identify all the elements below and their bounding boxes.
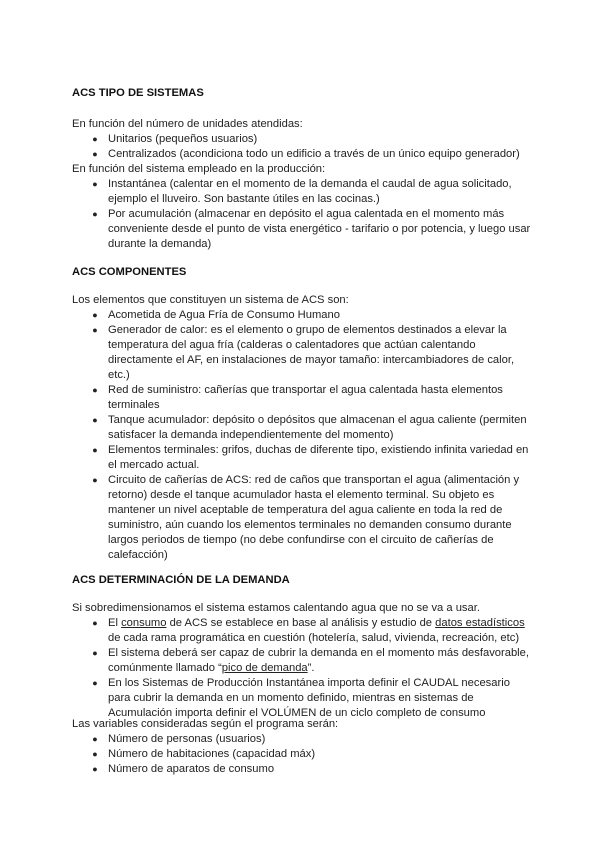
bullet-icon: ● <box>92 310 98 320</box>
list-item: ● El consumo de ACS se establece en base al análisis y estudio de datos estadísticos de cada rama programática en cuestión (hotelería, salud, vivienda, recreación, etc) <box>72 616 532 646</box>
bullet-icon: ● <box>92 149 98 159</box>
section-title-demanda: ACS DETERMINACIÓN DE LA DEMANDA <box>72 574 290 586</box>
bullet-icon: ● <box>92 475 98 485</box>
list-item: ● Acometida de Agua Fría de Consumo Humano <box>72 308 532 323</box>
list-item: ● Red de suministro: cañerías que transportar el agua calentada hasta elementos terminales <box>72 383 532 413</box>
componentes-list <box>72 308 532 563</box>
bullet-icon: ● <box>92 678 98 688</box>
bullet-icon: ● <box>92 749 98 759</box>
bullet-icon: ● <box>92 764 98 774</box>
list-item: ● El sistema deberá ser capaz de cubrir la demanda en el momento más desfavorable, comúnmente llamado “pico de demanda”. <box>72 646 532 676</box>
bullet-icon: ● <box>92 325 98 335</box>
bullet-icon: ● <box>92 209 98 219</box>
bullet-icon: ● <box>92 134 98 144</box>
list-item: ● Por acumulación (almacenar en depósito el agua calentada en el momento más conveniente desde el punto de vista energético - tarifario o por potencia, y luego usar durante la demanda) <box>72 207 532 252</box>
underlined-term-datos: datos estadísticos <box>435 617 525 629</box>
underlined-term-consumo: consumo <box>121 617 167 629</box>
tipos-list-1 <box>72 132 532 162</box>
list-item: ● Unitarios (pequeños usuarios) <box>72 132 532 147</box>
bullet-icon: ● <box>92 734 98 744</box>
section-title-tipos: ACS TIPO DE SISTEMAS <box>72 87 204 99</box>
list-item: ● Número de habitaciones (capacidad máx) <box>72 747 532 762</box>
bullet-icon: ● <box>92 179 98 189</box>
demanda-list-2 <box>72 732 532 777</box>
demanda-intro: Si sobredimensionamos el sistema estamos calentando agua que no se va a usar. <box>72 602 480 614</box>
list-item: ● Centralizados (acondiciona todo un edificio a través de un único equipo generador) <box>72 147 532 162</box>
list-item: ● Número de aparatos de consumo <box>72 762 532 777</box>
bullet-icon: ● <box>92 445 98 455</box>
bullet-icon: ● <box>92 648 98 658</box>
list-item: ● En los Sistemas de Producción Instantánea importa definir el CAUDAL necesario para cubrir la demanda en un momento definido, mientras en sistemas de Acumulación importa definir el VOLÚMEN de un ciclo completo de consumo <box>72 676 532 721</box>
list-item: ● Número de personas (usuarios) <box>72 732 532 747</box>
list-item: ● Circuito de cañerías de ACS: red de caños que transportan el agua (alimentación y retorno) desde el tanque acumulador hasta el elemento terminal. Su objeto es mantener un nivel aceptable de temperatura del agua caliente en toda la red de suministro, aún cuando los elementos terminales no demanden consumo durante largos periodos de tiempo (no debe confundirse con el circuito de cañerías de calefacción) <box>72 473 532 563</box>
tipos-intro-1: En función del número de unidades atendidas: <box>72 118 303 130</box>
demanda-intro-2: Las variables consideradas según el programa serán: <box>72 718 339 730</box>
componentes-intro: Los elementos que constituyen un sistema de ACS son: <box>72 294 349 306</box>
demanda-list-1 <box>72 616 532 721</box>
bullet-icon: ● <box>92 415 98 425</box>
list-item: ● Instantánea (calentar en el momento de la demanda el caudal de agua solicitado, ejemplo el lluveiro. Son bastante útiles en las cocinas.) <box>72 177 532 207</box>
list-item: ● Generador de calor: es el elemento o grupo de elementos destinados a elevar la temperatura del agua fría (calderas o calentadores que actúan calentando directamente el AF, en instalaciones de mayor tamaño: intercambiadores de calor, etc.) <box>72 323 532 383</box>
list-item: ● Elementos terminales: grifos, duchas de diferente tipo, existiendo infinita variedad en el mercado actual. <box>72 443 532 473</box>
tipos-intro-2: En función del sistema empleado en la producción: <box>72 163 326 175</box>
bullet-icon: ● <box>92 385 98 395</box>
bullet-icon: ● <box>92 618 98 628</box>
underlined-term-pico: pico de demanda <box>221 662 308 674</box>
tipos-list-2 <box>72 177 532 252</box>
section-title-componentes: ACS COMPONENTES <box>72 266 187 278</box>
list-item: ● Tanque acumulador: depósito o depósitos que almacenan el agua caliente (permiten satisfacer la demanda independientemente del momento) <box>72 413 532 443</box>
